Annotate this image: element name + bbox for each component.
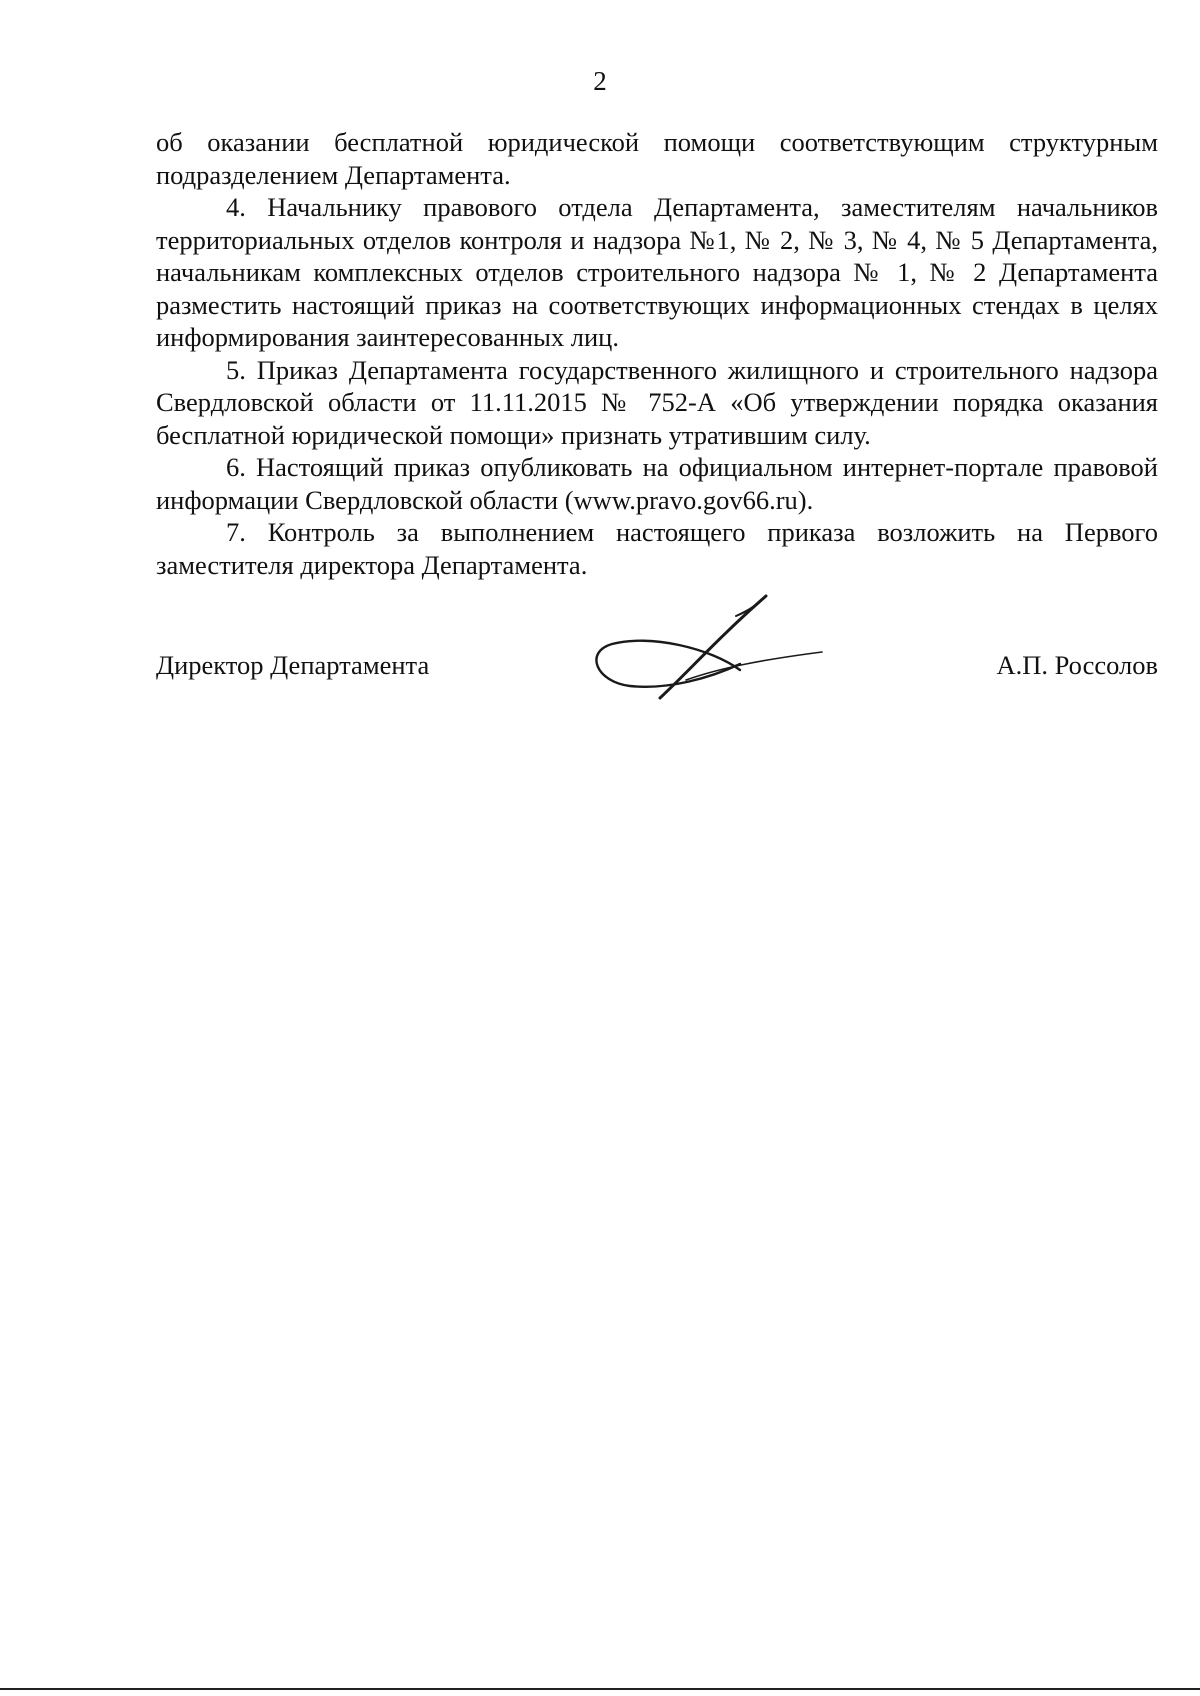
paragraph-7: 7. Контроль за выполнением настоящего приказа возложить на Первого заместителя директора Департамента. <box>156 517 1158 580</box>
document-body <box>156 126 1158 581</box>
paragraph-5: 5. Приказ Департамента государственного жилищного и строительного надзора Свердловской области от 11.11.2015 № 752-А «Об утверждении порядка оказания бесплатной юридической помощи» признать утратившим силу. <box>156 354 1158 450</box>
bottom-divider <box>0 1688 1200 1690</box>
paragraph-4: 4. Начальнику правового отдела Департамента, заместителям начальников территориальных отделов контроля и надзора №1, № 2, № 3, № 4, № 5 Департамента, начальникам комплексных отделов строительного надзора № 1, № 2 Департамента разместить настоящий приказ на соответствующих информационных стендах в целях информирования заинтересованных лиц. <box>156 192 1158 352</box>
page-number: 2 <box>593 66 607 96</box>
signatory-position: Директор Департамента <box>156 650 430 680</box>
paragraph-6: 6. Настоящий приказ опубликовать на официальном интернет-портале правовой информации Свердловской области (www.pravo.gov66.ru). <box>156 452 1158 515</box>
signatory-name: А.П. Россолов <box>996 650 1158 680</box>
paragraph-continued: об оказании бесплатной юридической помощи соответствующим структурным подразделением Департамента. <box>156 127 1158 190</box>
signature-block <box>156 650 1158 690</box>
